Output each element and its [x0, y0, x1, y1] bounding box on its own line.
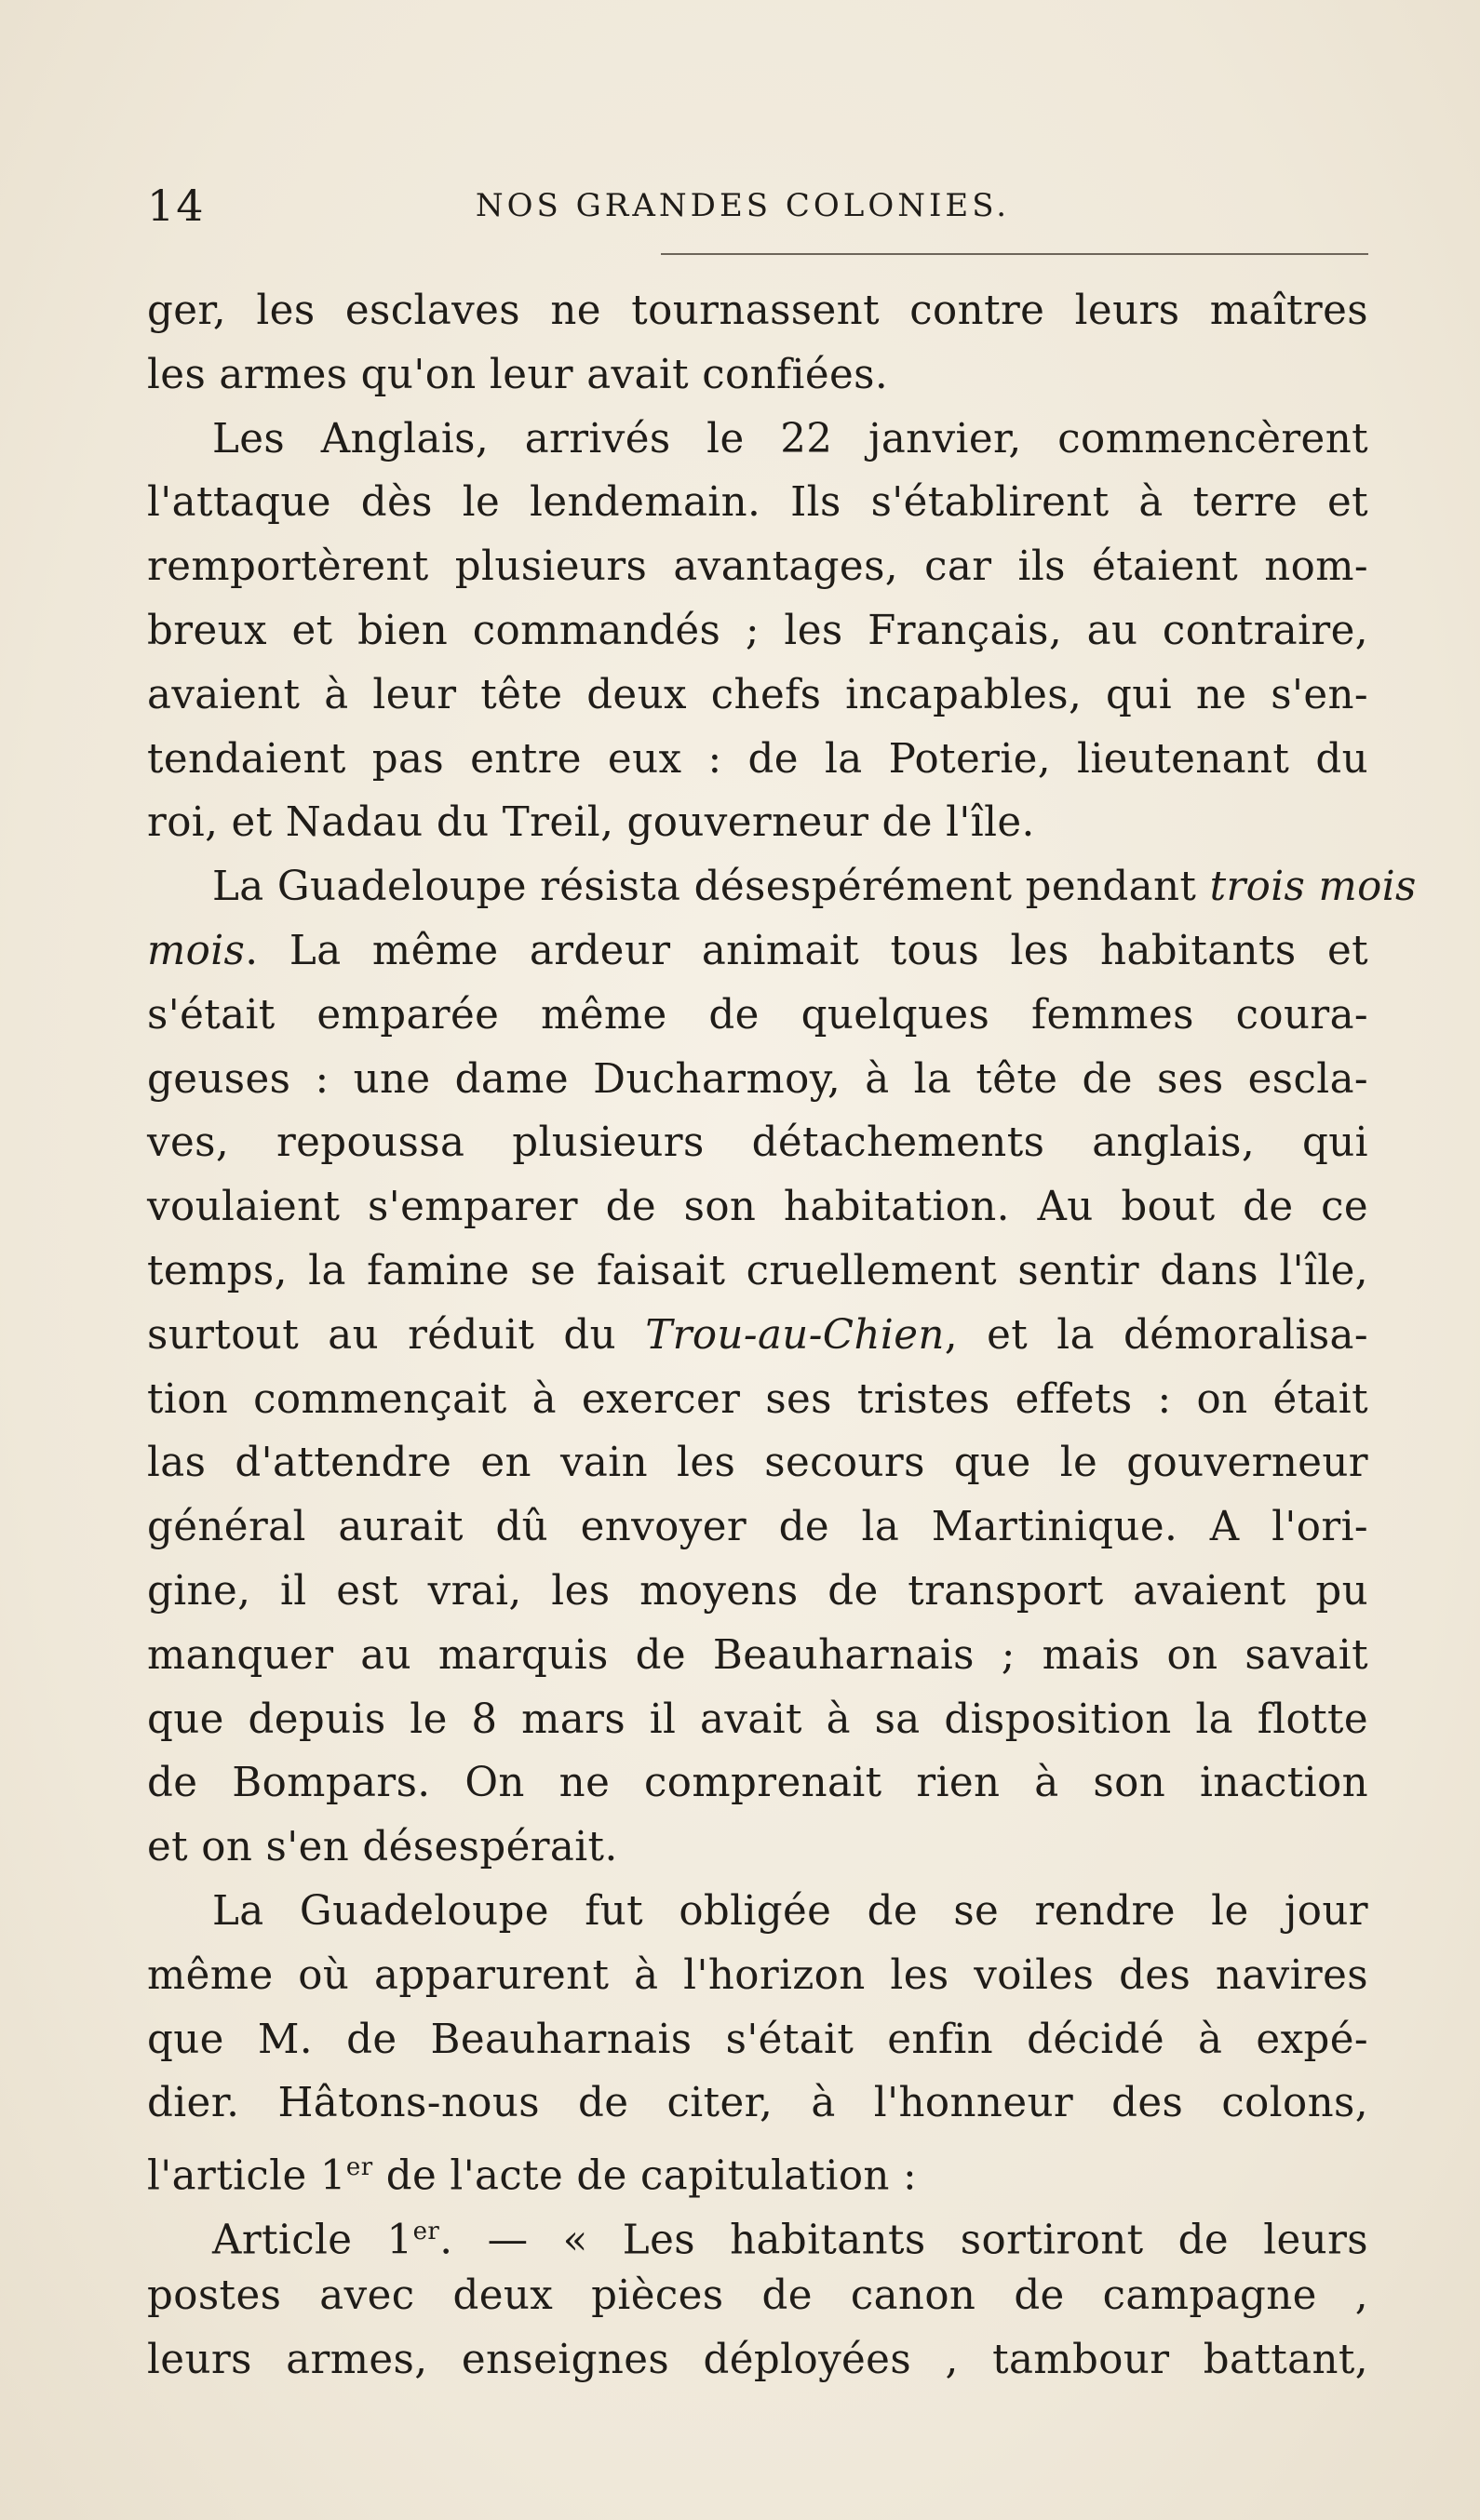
text-line: leurs armes, enseignes déployées , tambour battant, [147, 2336, 1368, 2383]
text-line [147, 919, 1368, 984]
text-line: La Guadeloupe fut obligée de se rendre le jour [212, 1887, 1368, 1935]
italic-text: trois mois [1209, 864, 1417, 911]
text-line: remportèrent plusieurs avantages, car ils étaient nom- [147, 543, 1368, 591]
text-line [147, 1304, 1368, 1368]
text-line [147, 2200, 1368, 2264]
text-line: s'était emparée même de quelques femmes coura- [147, 991, 1368, 1039]
text-run: Article 1 [212, 2217, 413, 2264]
text-line: et on s'en désespérait. [147, 1824, 618, 1871]
text-run: surtout au réduit du [147, 1311, 617, 1359]
text-line [147, 855, 1417, 919]
text-run: de l'acte de capitulation : [372, 2152, 918, 2200]
text-line: les armes qu'on leur avait confiées. [147, 351, 889, 398]
text-line: Les Anglais, arrivés le 22 janvier, commencèrent [212, 415, 1368, 462]
text-line: las d'attendre en vain les secours que le gouverneur [147, 1440, 1368, 1487]
italic-text: mois [147, 927, 246, 974]
text-line: manquer au marquis de Beauharnais ; mais on savait [147, 1631, 1368, 1679]
text-run: La Guadeloupe résista désespérément pendant [212, 864, 1197, 911]
text-run: . La même ardeur animait tous les habitants et [245, 927, 1368, 974]
text-line: ger, les esclaves ne tournassent contre leurs maîtres [147, 288, 1368, 334]
text-line: que M. de Beauharnais s'était enfin décidé à expé- [147, 2016, 1368, 2063]
text-line: de Bompars. On ne comprenait rien à son inaction [147, 1760, 1368, 1807]
text-line: geuses : une dame Ducharmoy, à la tête de ses escla- [147, 1055, 1368, 1103]
running-title: NOS GRANDES COLONIES. [475, 187, 1011, 224]
text-run: . — « Les habitants sortiront de leurs [439, 2217, 1368, 2264]
page-number: 14 [147, 181, 206, 231]
superscript: er [412, 2217, 440, 2245]
body-text [147, 279, 1417, 2392]
text-line: temps, la famine se faisait cruellement sentir dans l'île, [147, 1247, 1368, 1294]
text-line: dier. Hâtons-nous de citer, à l'honneur des colons, [147, 2080, 1368, 2127]
text-line: breux et bien commandés ; les Français, au contraire, [147, 607, 1368, 654]
text-line: roi, et Nadau du Treil, gouverneur de l'île. [147, 799, 1035, 847]
header-rule [661, 253, 1368, 255]
text-run: , et la démoralisa- [944, 1311, 1368, 1359]
text-line: avaient à leur tête deux chefs incapables, qui ne s'en- [147, 671, 1368, 718]
text-run: l'article 1 [147, 2152, 346, 2200]
italic-text: Trou-au-Chien [645, 1311, 945, 1359]
text-line: général aurait dû envoyer de la Martinique. A l'ori- [147, 1504, 1368, 1551]
text-line: ves, repoussa plusieurs détachements anglais, qui [147, 1119, 1368, 1167]
text-line: tendaient pas entre eux : de la Poterie, lieutenant du [147, 735, 1368, 783]
text-line: l'attaque dès le lendemain. Ils s'établirent à terre et [147, 479, 1368, 527]
text-line: gine, il est vrai, les moyens de transport avaient pu [147, 1567, 1368, 1615]
text-line: que depuis le 8 mars il avait à sa disposition la flotte [147, 1696, 1368, 1743]
text-line: postes avec deux pièces de canon de campagne , [147, 2272, 1368, 2319]
text-line [147, 2136, 1368, 2200]
text-line: tion commençait à exercer ses tristes effets : on était [147, 1375, 1368, 1423]
page-header [147, 173, 1368, 238]
superscript: er [345, 2153, 373, 2182]
text-line: même où apparurent à l'horizon les voiles des navires [147, 1951, 1368, 1999]
text-line: voulaient s'emparer de son habitation. Au bout de ce [147, 1184, 1368, 1231]
